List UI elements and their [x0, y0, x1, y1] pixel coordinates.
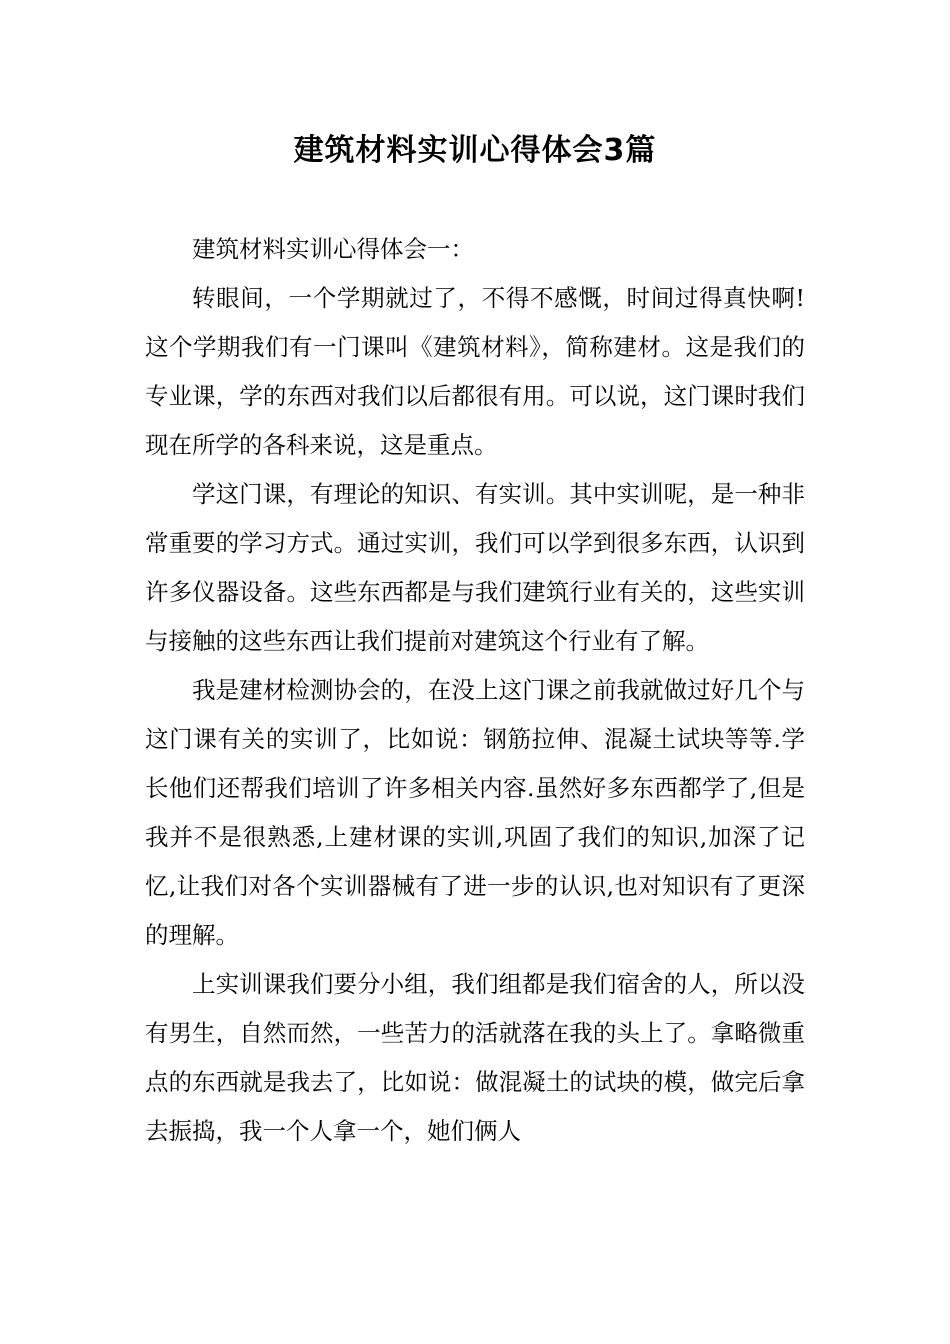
document-body: [145, 225, 805, 1156]
paragraph: 我是建材检测协会的，在没上这门课之前我就做过好几个与这门课有关的实训了，比如说：钢筋拉伸、混凝土试块等等.学长他们还帮我们培训了许多相关内容.虽然好多东西都学了,但是我并不是很熟悉,上建材课的实训,巩固了我们的知识,加深了记忆,让我们对各个实训器械有了进一步的认识,也对知识有了更深的理解。: [145, 676, 805, 949]
paragraph: 转眼间，一个学期就过了，不得不感慨，时间过得真快啊!这个学期我们有一门课叫《建筑材料》，简称建材。这是我们的专业课，学的东西对我们以后都很有用。可以说，这门课时我们现在所学的各科来说，这是重点。: [145, 284, 805, 459]
document-title: 建筑材料实训心得体会3篇: [293, 133, 657, 168]
section-heading: 建筑材料实训心得体会一：: [192, 235, 474, 263]
paragraph: 学这门课，有理论的知识、有实训。其中实训呢，是一种非常重要的学习方式。通过实训，我们可以学到很多东西，认识到许多仪器设备。这些东西都是与我们建筑行业有关的，这些实训与接触的这些东西让我们提前对建筑这个行业有了解。: [145, 480, 805, 655]
paragraph: 上实训课我们要分小组，我们组都是我们宿舍的人，所以没有男生，自然而然，一些苦力的活就落在我的头上了。拿略微重点的东西就是我去了，比如说：做混凝土的试块的模，做完后拿去振捣，我一个人拿一个，她们俩人: [145, 970, 805, 1145]
